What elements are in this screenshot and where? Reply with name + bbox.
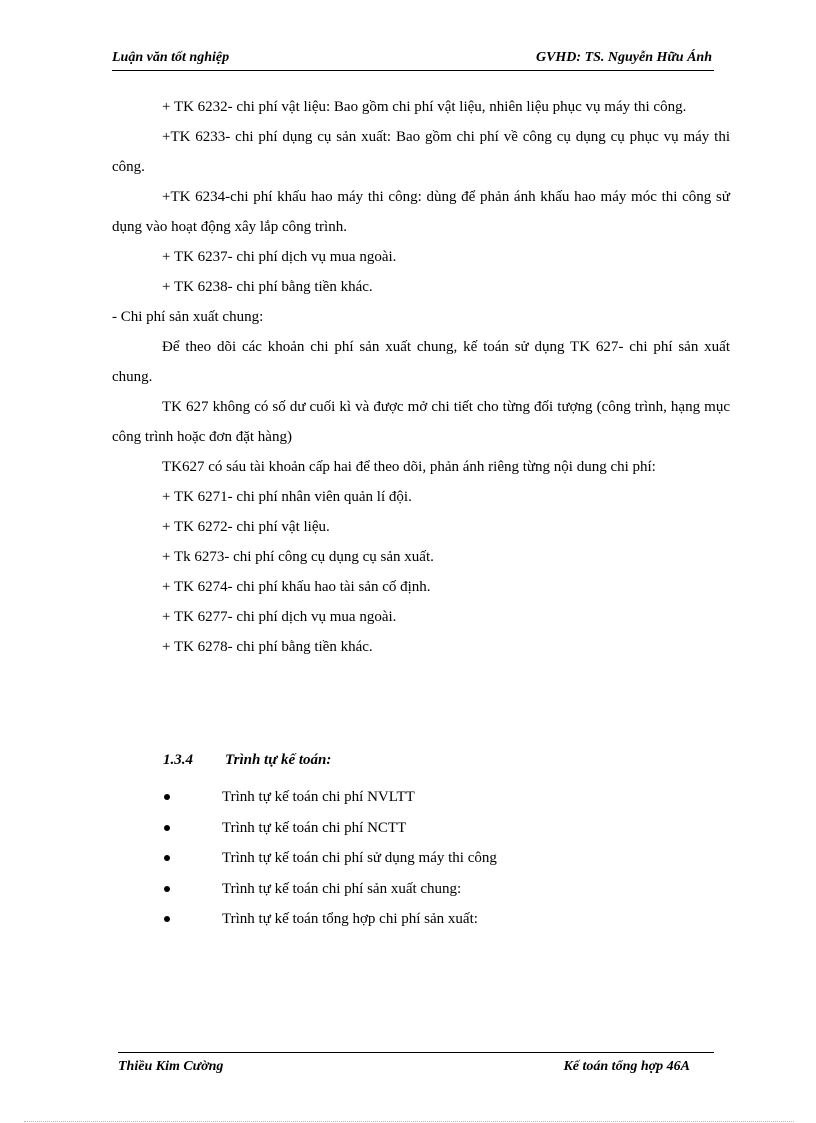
paragraph: + TK 6271- chi phí nhân viên quản lí đội. [162, 489, 412, 505]
bullet-list [160, 782, 497, 935]
page-footer [118, 1052, 714, 1083]
section-number: 1.3.4 [163, 752, 193, 768]
list-item-text: Trình tự kế toán chi phí sử dụng máy thi công [222, 850, 497, 866]
paragraph: + TK 6277- chi phí dịch vụ mua ngoài. [162, 609, 397, 625]
bullet-icon [164, 886, 170, 892]
section-title: Trình tự kế toán: [225, 752, 332, 768]
paragraph: + TK 6278- chi phí bằng tiền khác. [162, 639, 373, 655]
list-item-text: Trình tự kế toán chi phí NCTT [222, 819, 407, 836]
paragraph: + Tk 6273- chi phí công cụ dụng cụ sản xuất. [162, 549, 434, 565]
paragraph: + TK 6237- chi phí dịch vụ mua ngoài. [162, 249, 397, 265]
list-item [160, 904, 497, 935]
bullet-icon [164, 794, 170, 800]
bullet-icon [164, 825, 170, 831]
list-item-text: Trình tự kế toán chi phí sản xuất chung: [222, 880, 462, 897]
paragraph: Để theo dõi các khoản chi phí sản xuất chung, kế toán sử dụng TK 627- chi phí sản xuất chung. [112, 339, 730, 385]
paragraph: TK 627 không có số dư cuối kì và được mở chi tiết cho từng đối tượng (công trình, hạng mục công trình hoặc đơn đặt hàng) [112, 399, 730, 445]
paragraph: - Chi phí sản xuất chung: [112, 309, 264, 325]
paragraph: +TK 6233- chi phí dụng cụ sản xuất: Bao gồm chi phí về công cụ dụng cụ phục vụ máy thi công. [112, 129, 730, 175]
list-item [160, 782, 497, 813]
page-bottom-divider [24, 1121, 794, 1122]
footer-class: Kế toán tổng hợp 46A [563, 1059, 690, 1074]
list-item [160, 813, 497, 844]
page-header [112, 48, 714, 71]
paragraph: + TK 6274- chi phí khấu hao tài sản cố định. [162, 579, 431, 595]
footer-author: Thiều Kim Cường [118, 1059, 224, 1074]
body-text [112, 92, 730, 662]
bullet-icon [164, 855, 170, 861]
paragraph: + TK 6232- chi phí vật liệu: Bao gồm chi phí vật liệu, nhiên liệu phục vụ máy thi công. [162, 99, 687, 115]
section-heading [163, 752, 331, 769]
paragraph: TK627 có sáu tài khoản cấp hai để theo dõi, phản ánh riêng từng nội dung chi phí: [162, 459, 656, 475]
bullet-icon [164, 916, 170, 922]
paragraph: + TK 6272- chi phí vật liệu. [162, 519, 330, 535]
paragraph: + TK 6238- chi phí bằng tiền khác. [162, 279, 373, 295]
header-thesis-title: Luận văn tốt nghiệp [112, 50, 230, 65]
header-supervisor: GVHD: TS. Nguyễn Hữu Ánh [535, 50, 712, 65]
list-item [160, 843, 497, 874]
paragraph: +TK 6234-chi phí khấu hao máy thi công: dùng để phản ánh khấu hao máy móc thi công sử dụng vào hoạt động xây lắp công trình. [112, 189, 730, 235]
list-item-text: Trình tự kế toán chi phí NVLTT [222, 789, 415, 805]
list-item-text: Trình tự kế toán tổng hợp chi phí sản xuất: [222, 911, 478, 927]
list-item [160, 874, 497, 905]
